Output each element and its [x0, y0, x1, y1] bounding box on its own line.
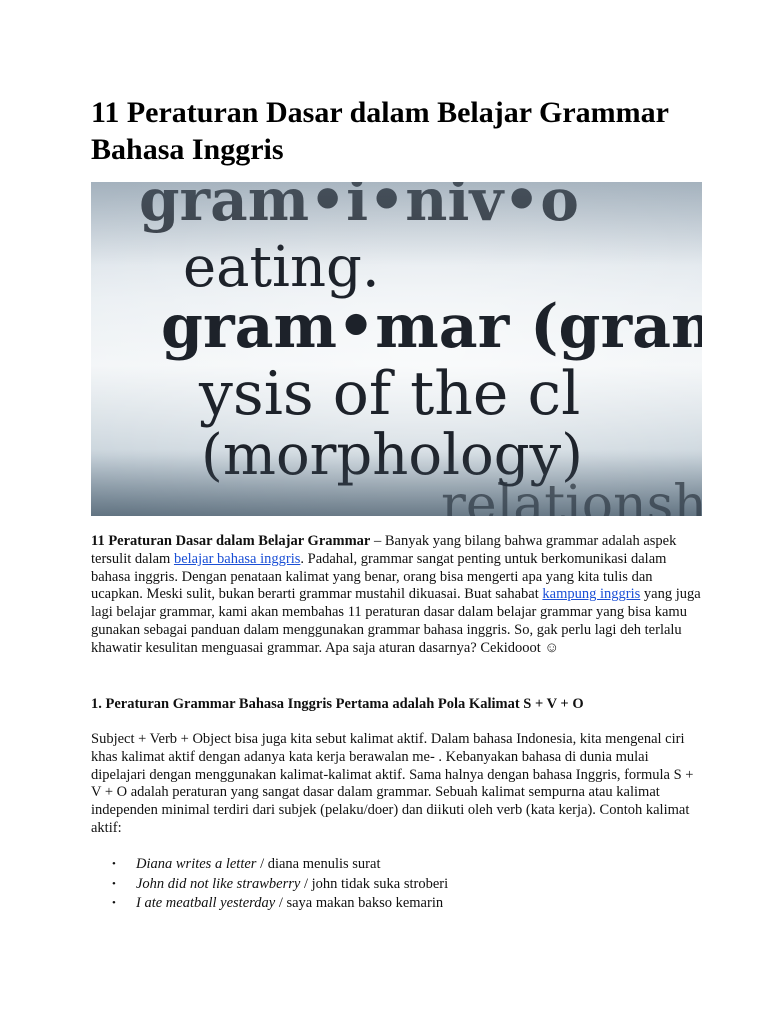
- article-title: 11 Peraturan Dasar dalam Belajar Grammar Bahasa Inggris: [91, 96, 669, 166]
- link-belajar-bahasa-inggris[interactable]: belajar bahasa inggris: [173, 550, 301, 567]
- hero-image-dictionary-grammar: [91, 182, 702, 516]
- intro-text-2: . Padahal, grammar sangat penting untuk berkomunikasi dalam bahasa inggris. Dengan penataan kalimat yang benar, orang bisa mengerti apa yang kita tulis dan ucapkan. Meski sulit, bukan berarti grammar mustahil dikuasai. Buat sahabat: [91, 550, 667, 603]
- example-translation: / saya makan bakso kemarin: [275, 895, 444, 911]
- list-item: [112, 894, 448, 914]
- bullet-icon: •: [112, 877, 116, 890]
- intro-paragraph: [91, 533, 703, 658]
- intro-lead-bold: 11 Peraturan Dasar dalam Belajar Grammar: [91, 533, 371, 549]
- link-kampung-inggris[interactable]: kampung inggris: [542, 586, 641, 603]
- list-item: [112, 875, 449, 895]
- list-item: [112, 855, 448, 875]
- bullet-icon: •: [112, 897, 116, 909]
- example-sentence-list: [91, 855, 448, 914]
- example-translation: / diana menulis surat: [256, 856, 381, 872]
- example-translation: / john tidak suka stroberi: [300, 875, 449, 892]
- bullet-icon: •: [112, 858, 116, 870]
- intro-text-3: yang juga lagi belajar grammar, kami akan membahas 11 peraturan dasar dalam belajar grammar yang bisa kamu gunakan sebagai panduan dalam menggunakan grammar bahasa inggris. So, gak perlu lagi deh terlalu khawatir kesulitan menguasai grammar. Apa saja aturan dasarnya? Cekidooot ☺: [91, 586, 701, 656]
- section-1-heading: 1. Peraturan Grammar Bahasa Inggris Pertama adalah Pola Kalimat S + V + O: [91, 696, 584, 712]
- section-1-paragraph: Subject + Verb + Object bisa juga kita sebut kalimat aktif. Dalam bahasa Indonesia, kita mengenal ciri khas kalimat aktif dengan adanya kata kerja berawalan me- . Kebanyakan bahasa di dunia mulai dipelajari dengan menggunakan kalimat-kalimat aktif. Sama halnya dengan bahasa Inggris, formula S + V + O adalah peraturan yang sangat dasar dalam grammar. Sebuah kalimat sempurna atau kalimat independen minimal terdiri dari subjek (pelaku/doer) dan diikuti oleh verb (kata kerja). Contoh kalimat aktif:: [91, 731, 694, 836]
- example-english: I ate meatball yesterday: [136, 895, 276, 911]
- hero-image-graphic: [91, 182, 702, 516]
- example-english: John did not like strawberry: [136, 875, 301, 892]
- example-english: Diana writes a letter: [136, 856, 257, 872]
- intro-text-1: – Banyak yang bilang bahwa grammar adalah aspek tersulit dalam: [91, 533, 677, 567]
